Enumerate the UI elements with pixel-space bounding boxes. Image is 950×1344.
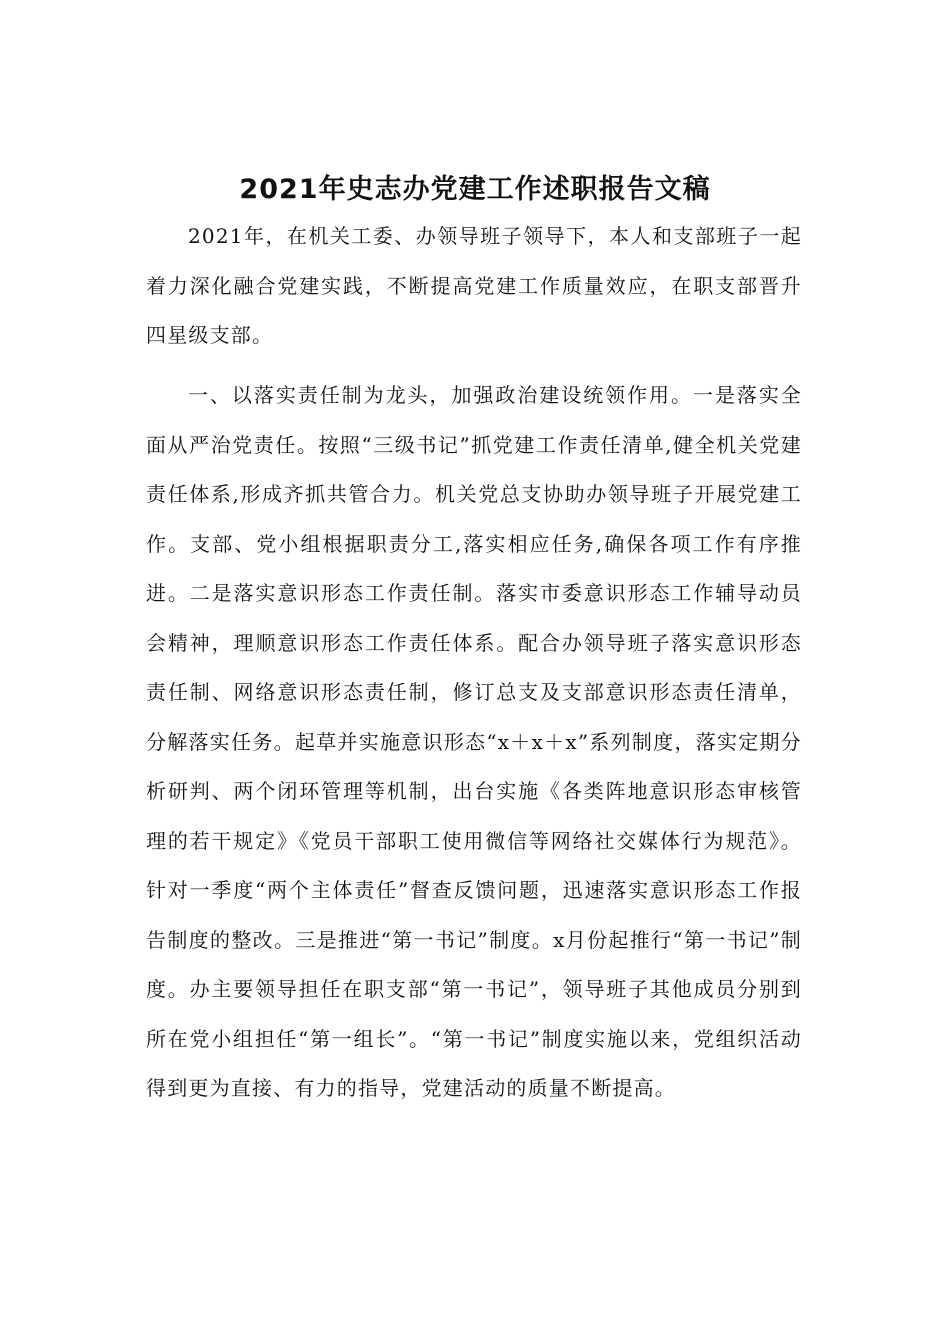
paragraph-section-one: 一、以落实责任制为龙头，加强政治建设统领作用。一是落实全面从严治党责任。按照“三级书记”抓党建工作责任清单,健全机关党建责任体系,形成齐抓共管合力。机关党总支协助办领导班子开展党建工作。支部、党小组根据职责分工,落实相应任务,确保各项工作有序推进。二是落实意识形态工作责任制。落实市委意识形态工作辅导动员会精神，理顺意识形态工作责任体系。配合办领导班子落实意识形态责任制、网络意识形态责任制，修订总支及支部意识形态责任清单，分解落实任务。起草并实施意识形态“x＋x＋x”系列制度，落实定期分析研判、两个闭环管理等机制，出台实施《各类阵地意识形态审核管理的若干规定》《党员干部职工使用微信等网络社交媒体行为规范》。针对一季度“两个主体责任”督查反馈问题，迅速落实意识形态工作报告制度的整改。三是推进“第一书记”制度。x月份起推行“第一书记”制度。办主要领导担任在职支部“第一书记”，领导班子其他成员分别到所在党小组担任“第一组长”。“第一书记”制度实施以来，党组织活动得到更为直接、有力的指导，党建活动的质量不断提高。: [146, 383, 802, 1100]
paragraph-intro: 2021年，在机关工委、办领导班子领导下，本人和支部班子一起着力深化融合党建实践，不断提高党建工作质量效应，在职支部晋升四星级支部。: [146, 224, 802, 347]
document-title: 2021年史志办党建工作述职报告文稿: [239, 174, 711, 206]
